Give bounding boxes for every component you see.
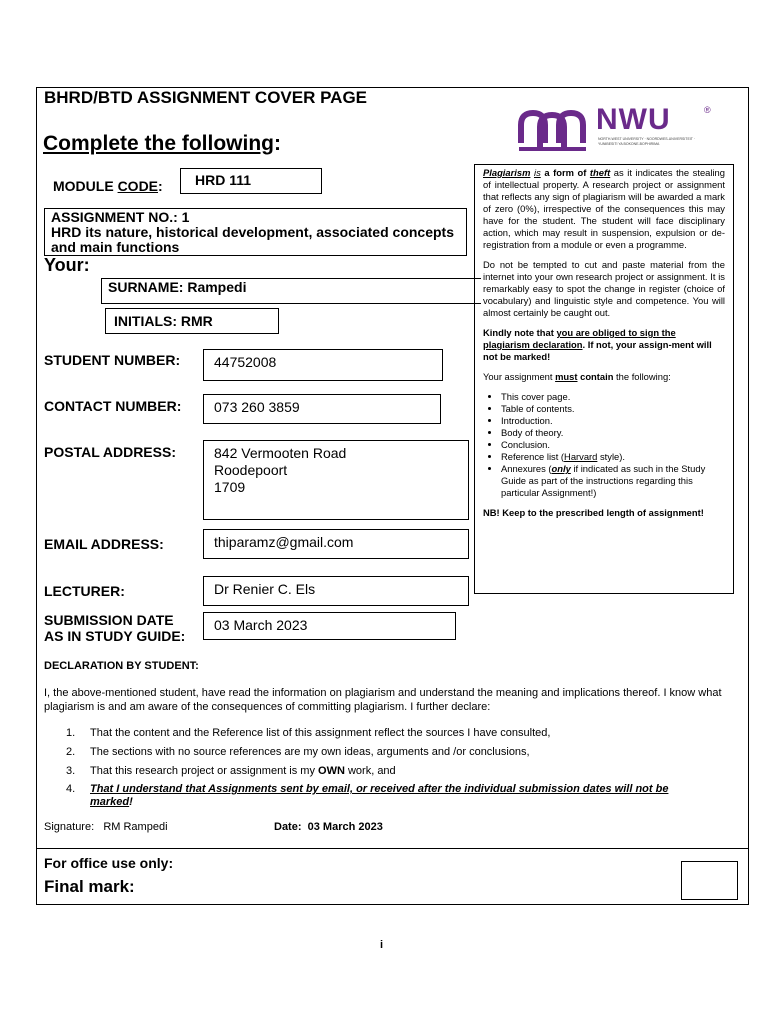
submission-label-line2: AS IN STUDY GUIDE:: [44, 628, 186, 644]
postal-address-line2: Roodepoort: [214, 462, 288, 478]
date-label: Date:: [274, 821, 302, 833]
complete-heading-text: Complete the following: [43, 132, 274, 155]
module-code-label: [53, 178, 163, 194]
initials-field[interactable]: INITIALS: RMR: [105, 308, 279, 334]
complete-heading: [43, 132, 281, 156]
plagiarism-paragraph-4: [483, 371, 725, 383]
submission-date-label: [44, 612, 185, 644]
list-item: • Introduction.: [501, 415, 725, 427]
complete-heading-colon: :: [274, 132, 281, 155]
list-item-reference: [501, 451, 725, 463]
list-item: • This cover page.: [501, 391, 725, 403]
contact-number-field[interactable]: 073 260 3859: [203, 394, 441, 424]
declaration-item-text: The sections with no source references are my own ideas, arguments and /or conclusions,: [90, 746, 530, 758]
module-label-code: CODE: [117, 178, 159, 194]
annex-end: if indicated as such in the Study Guide as part of the instructions regarding this particular Assignment!): [501, 463, 706, 498]
lecturer-label: LECTURER:: [44, 583, 125, 599]
assignment-topic-line1: HRD its nature, historical development, associated concepts: [51, 224, 454, 240]
lecturer-field[interactable]: Dr Renier C. Els: [203, 576, 469, 606]
logo-subtext: NORTH-WEST UNIVERSITY · NOORDWES-UNIVERSITEIT · YUNIBESITI YA BOKONE-BOPHIRIMA: [598, 137, 695, 146]
plag-p3-underlined: you are obliged to sign the plagiarism declaration: [483, 327, 676, 350]
plag-p3-start: Kindly note that: [483, 327, 557, 338]
plag-p4-contain: contain: [577, 371, 614, 382]
final-mark-field[interactable]: [681, 861, 738, 900]
plagiarism-paragraph-2: Do not be tempted to cut and paste material from the internet into your own research project or assignment. It is remarkably easy to spot the change in register (choice of vocabulary) and linguistic style and competence. You will almost certainly be caught out.: [483, 259, 725, 318]
postal-address-line3: 1709: [214, 479, 246, 495]
office-use-label: For office use only:: [44, 855, 174, 871]
nwu-logo: [516, 103, 721, 159]
surname-field[interactable]: SURNAME: Rampedi: [101, 278, 481, 304]
plag-word-form: a form of: [544, 167, 587, 178]
list-item-annexures: [501, 463, 725, 499]
postal-address-label: POSTAL ADDRESS:: [44, 444, 176, 460]
plagiarism-contents-list: [483, 391, 725, 499]
declaration-title: DECLARATION BY STUDENT:: [44, 660, 199, 672]
your-label: Your:: [44, 255, 90, 275]
plag-p3-end: . If not, your assign-ment will not be marked!: [483, 339, 712, 362]
page-number: i: [380, 939, 384, 951]
plagiarism-paragraph-3: [483, 327, 725, 363]
module-code-field[interactable]: HRD 111: [180, 168, 322, 194]
assignment-topic-line2: and main functions: [51, 239, 180, 255]
plag-word-theft: theft: [589, 167, 611, 178]
student-number-field[interactable]: 44752008: [203, 349, 443, 381]
email-label: EMAIL ADDRESS:: [44, 536, 164, 552]
decl4-trail: !: [129, 796, 133, 808]
list-item: • Table of contents.: [501, 403, 725, 415]
submission-label-line1: SUBMISSION DATE: [44, 612, 174, 628]
date-value: 03 March 2023: [307, 821, 383, 833]
plagiarism-paragraph-1: [483, 167, 725, 251]
declaration-item-number: 3.: [66, 765, 76, 777]
divider: [37, 848, 748, 849]
plag-word-plagiarism: Plagiarism: [483, 167, 531, 178]
ref-harvard: Harvard: [564, 451, 598, 462]
logo-registered: ®: [704, 105, 711, 115]
annex-only: only: [551, 463, 571, 474]
student-number-label: STUDENT NUMBER:: [44, 352, 181, 368]
plagiarism-nb: NB! Keep to the prescribed length of assignment!: [483, 507, 704, 518]
assignment-number: ASSIGNMENT NO.: 1: [51, 209, 190, 225]
assignment-box: [44, 208, 467, 256]
module-label-prefix: MODULE: [53, 178, 118, 194]
email-field[interactable]: thiparamz@gmail.com: [203, 529, 469, 559]
declaration-item-text: [90, 783, 710, 809]
plag-p1-rest: as it indicates the stealing of intellectual property. A research project or assignment that reflects any sign of plagiarism will be awarded a mark of zero (0%), irrespective of the consequences this may have for the student. The student will face disciplinary action, which may result in suspension, expulsion or de-registration from a module or even a programme.: [483, 167, 725, 250]
list-item: • Conclusion.: [501, 439, 725, 451]
signature: [44, 821, 168, 833]
page-title: BHRD/BTD ASSIGNMENT COVER PAGE: [44, 88, 368, 107]
postal-address-field[interactable]: [203, 440, 469, 520]
module-label-colon: :: [158, 178, 163, 194]
annex-start: Annexures (: [501, 463, 552, 474]
declaration-body: I, the above-mentioned student, have read the information on plagiarism and understand the meaning and implications thereof. I know what plagiarism is and am aware of the consequences of committing plagiarism. I further declare:: [44, 687, 722, 713]
postal-address-line1: 842 Vermooten Road: [214, 445, 347, 461]
signature-label: Signature:: [44, 821, 95, 833]
list-item: • Body of theory.: [501, 427, 725, 439]
plag-p4-must: must: [555, 371, 578, 382]
declaration-item-number: 2.: [66, 746, 76, 758]
logo-name: NWU: [596, 103, 671, 136]
ref-start: Reference list (: [501, 451, 565, 462]
plag-word-is: is: [533, 167, 541, 178]
ref-end: style).: [597, 451, 625, 462]
final-mark-label: Final mark:: [44, 877, 135, 896]
declaration-item-text: That the content and the Reference list of this assignment reflect the sources I have consulted,: [90, 727, 551, 739]
declaration-item-text: [90, 765, 710, 778]
decl3-before: That this research project or assignment is my: [90, 765, 319, 777]
decl3-own: OWN: [318, 765, 345, 777]
decl4-text: That I understand that Assignments sent by email, or received after the individual submission dates will not be marked: [90, 783, 669, 808]
declaration-date: [274, 821, 383, 833]
contact-number-label: CONTACT NUMBER:: [44, 398, 182, 414]
plag-p4-start: Your assignment: [483, 371, 556, 382]
signature-value: RM Rampedi: [103, 821, 168, 833]
decl3-after: work, and: [344, 765, 396, 777]
plag-p4-end: the following:: [613, 371, 671, 382]
declaration-item-number: 1.: [66, 727, 76, 739]
plagiarism-notice: [474, 164, 734, 594]
declaration-item-number: 4.: [66, 783, 76, 795]
submission-date-field[interactable]: 03 March 2023: [203, 612, 456, 640]
